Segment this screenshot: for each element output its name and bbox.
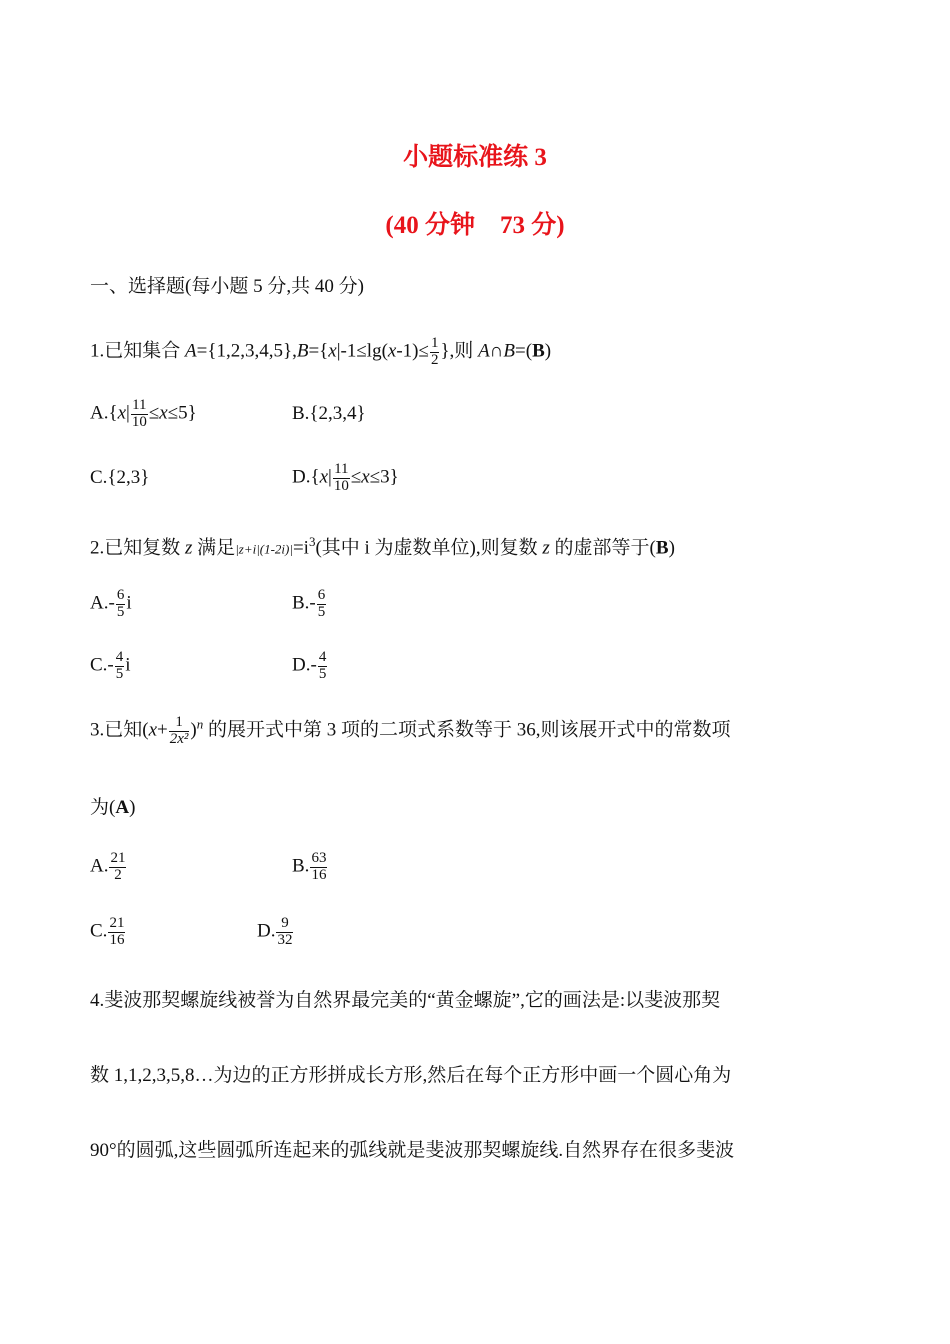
q1-set-b-cond: |-1≤lg(	[336, 340, 388, 362]
q1-eq: =(	[515, 340, 533, 362]
q2-opt-a-frac	[116, 588, 126, 621]
q3-opt-d-frac	[276, 916, 293, 949]
q1-option-d	[292, 462, 399, 495]
q1-opt-a-x: x	[117, 402, 127, 424]
q2-opt-b-den: 5	[317, 603, 326, 620]
q2-opt-d-frac	[318, 650, 328, 683]
q3-close-paren: )	[190, 719, 197, 741]
q3-line2-pre: 为(	[90, 797, 116, 818]
q1-opt-d-x: x	[319, 466, 329, 488]
q3-opt-a-num: 21	[110, 850, 126, 866]
q1-cap-a: A	[478, 340, 490, 362]
q3-exp-n: n	[196, 716, 204, 732]
q1-var-x: x	[328, 340, 337, 362]
q2-opt-a-num: 6	[116, 587, 125, 603]
q2-opt-b-pre: B.-	[292, 592, 316, 614]
q3-opt-c-num: 21	[109, 915, 125, 931]
q3-opt-d-num: 9	[276, 916, 293, 933]
question-1	[90, 336, 551, 369]
q3-opt-a-frac	[109, 851, 126, 884]
q2-opt-c-pre: C.-	[90, 654, 114, 676]
q2-post: (其中 i 为虚数单位),则复数	[315, 537, 543, 559]
q1-opt-a-den: 10	[131, 413, 147, 430]
q1-opt-d-end: ≤3}	[369, 466, 399, 488]
q1-opt-a-x2: x	[159, 402, 168, 424]
q2-abs-expr: |z+i|(1-2i)|	[235, 541, 293, 557]
q1-prefix: 1.已知集合	[90, 340, 186, 362]
q2-option-a	[90, 588, 132, 621]
q1-opt-a-le: ≤	[148, 402, 160, 424]
q3-frac-den: 2x²	[169, 730, 189, 747]
q2-close: )	[668, 537, 675, 559]
page-subtitle: (40 分钟 73 分)	[385, 212, 565, 239]
q1-opt-a-num: 11	[132, 397, 147, 413]
q2-post-2: 的虚部等于(	[549, 537, 656, 559]
q3-post: 的展开式中第 3 项的二项式系数等于 36,则该展开式中的常数项	[203, 719, 731, 741]
q2-opt-d-pre: D.-	[292, 654, 317, 676]
q1-close: )	[544, 340, 552, 362]
q2-var-z-2: z	[542, 537, 550, 559]
q1-set-a: A	[185, 340, 197, 362]
question-4-line-2: 数 1,1,2,3,5,8…为边的正方形拼成长方形,然后在每个正方形中画一个圆心角为	[90, 1065, 732, 1086]
q3-opt-c-pre: C.	[90, 920, 108, 942]
q1-set-b-open: ={	[308, 340, 329, 362]
q1-option-b: B.{2,3,4}	[292, 403, 366, 424]
q3-opt-a-den: 2	[114, 866, 122, 883]
q1-opt-d-den: 10	[333, 477, 349, 494]
q1-opt-d-x2: x	[361, 466, 370, 488]
q2-opt-a-den: 5	[116, 603, 125, 620]
q3-opt-d-pre: D.	[257, 920, 276, 942]
q1-opt-a-bar: |	[126, 402, 130, 424]
q3-opt-c-frac	[108, 916, 125, 949]
q2-opt-d-num: 4	[318, 649, 327, 665]
q1-frac-den: 2	[430, 351, 439, 368]
q2-prefix: 2.已知复数	[90, 537, 186, 559]
q2-opt-c-i: i	[125, 654, 131, 676]
q2-mid: 满足	[192, 537, 236, 559]
q3-line2-close: )	[129, 797, 136, 818]
q3-prefix: 3.已知(	[90, 719, 149, 741]
q2-eq: =i	[292, 537, 309, 559]
q2-sup: 3	[308, 534, 316, 549]
question-3	[90, 715, 730, 748]
q3-option-a	[90, 851, 127, 884]
q3-opt-d-den: 32	[277, 931, 293, 948]
q1-opt-a-frac	[131, 398, 148, 431]
q1-option-a	[90, 398, 197, 431]
q1-opt-d-le: ≤	[350, 466, 362, 488]
q3-answer: A	[115, 797, 130, 818]
q3-var-x: x	[148, 719, 158, 741]
q1-opt-d-bar: |	[328, 466, 332, 488]
q3-opt-b-pre: B.	[292, 855, 310, 877]
question-3-line-2	[90, 798, 135, 817]
q3-fraction	[169, 715, 190, 748]
q1-opt-d-pre: D.{	[292, 466, 320, 488]
q2-opt-c-frac	[115, 650, 125, 683]
q3-opt-b-num: 63	[311, 850, 327, 866]
q3-opt-b-frac	[310, 851, 327, 884]
q2-opt-b-num: 6	[317, 587, 326, 603]
q3-opt-a-pre: A.	[90, 855, 109, 877]
q3-option-b	[292, 851, 328, 884]
q1-answer: B	[532, 340, 545, 362]
q1-set-b: B	[296, 340, 309, 362]
q1-cap: ∩	[489, 340, 504, 362]
q1-frac-num: 1	[430, 335, 439, 351]
q2-opt-a-pre: A.-	[90, 592, 115, 614]
q2-opt-c-num: 4	[115, 649, 124, 665]
q2-opt-d-den: 5	[318, 665, 327, 682]
q2-option-c	[90, 650, 131, 683]
q1-opt-d-frac	[333, 462, 350, 495]
q2-opt-b-frac	[317, 588, 327, 621]
q1-set-a-elems: ={1,2,3,4,5},	[196, 340, 297, 362]
q1-cap-b: B	[503, 340, 516, 362]
q1-opt-a-end: ≤5}	[167, 402, 197, 424]
q1-set-b-close: },则	[440, 340, 479, 362]
q2-opt-a-i: i	[126, 592, 132, 614]
question-4-line-1: 4.斐波那契螺旋线被誉为自然界最完美的“黄金螺旋”,它的画法是:以斐波那契	[90, 990, 721, 1011]
q1-opt-d-num: 11	[334, 461, 349, 477]
q2-answer: B	[655, 537, 669, 559]
q3-frac-num: 1	[169, 715, 190, 732]
q3-option-d	[257, 916, 294, 949]
section-heading: 一、选择题(每小题 5 分,共 40 分)	[90, 276, 364, 297]
q1-set-b-cond-2: -1)≤	[396, 340, 429, 362]
q3-option-c	[90, 916, 126, 949]
question-2	[90, 535, 675, 557]
q2-opt-c-den: 5	[115, 665, 124, 682]
q3-opt-c-den: 16	[109, 931, 125, 948]
q1-var-x-2: x	[387, 340, 397, 362]
q1-opt-a-pre: A.{	[90, 402, 118, 424]
page-title: 小题标准练 3	[403, 144, 547, 171]
q3-opt-b-den: 16	[311, 866, 327, 883]
q3-plus: +	[157, 719, 168, 741]
q1-option-c: C.{2,3}	[90, 467, 150, 488]
q1-fraction	[430, 336, 440, 369]
q2-option-b	[292, 588, 327, 621]
q2-var-z: z	[185, 537, 193, 559]
q2-option-d	[292, 650, 328, 683]
question-4-line-3: 90°的圆弧,这些圆弧所连起来的弧线就是斐波那契螺旋线.自然界存在很多斐波	[90, 1140, 735, 1161]
